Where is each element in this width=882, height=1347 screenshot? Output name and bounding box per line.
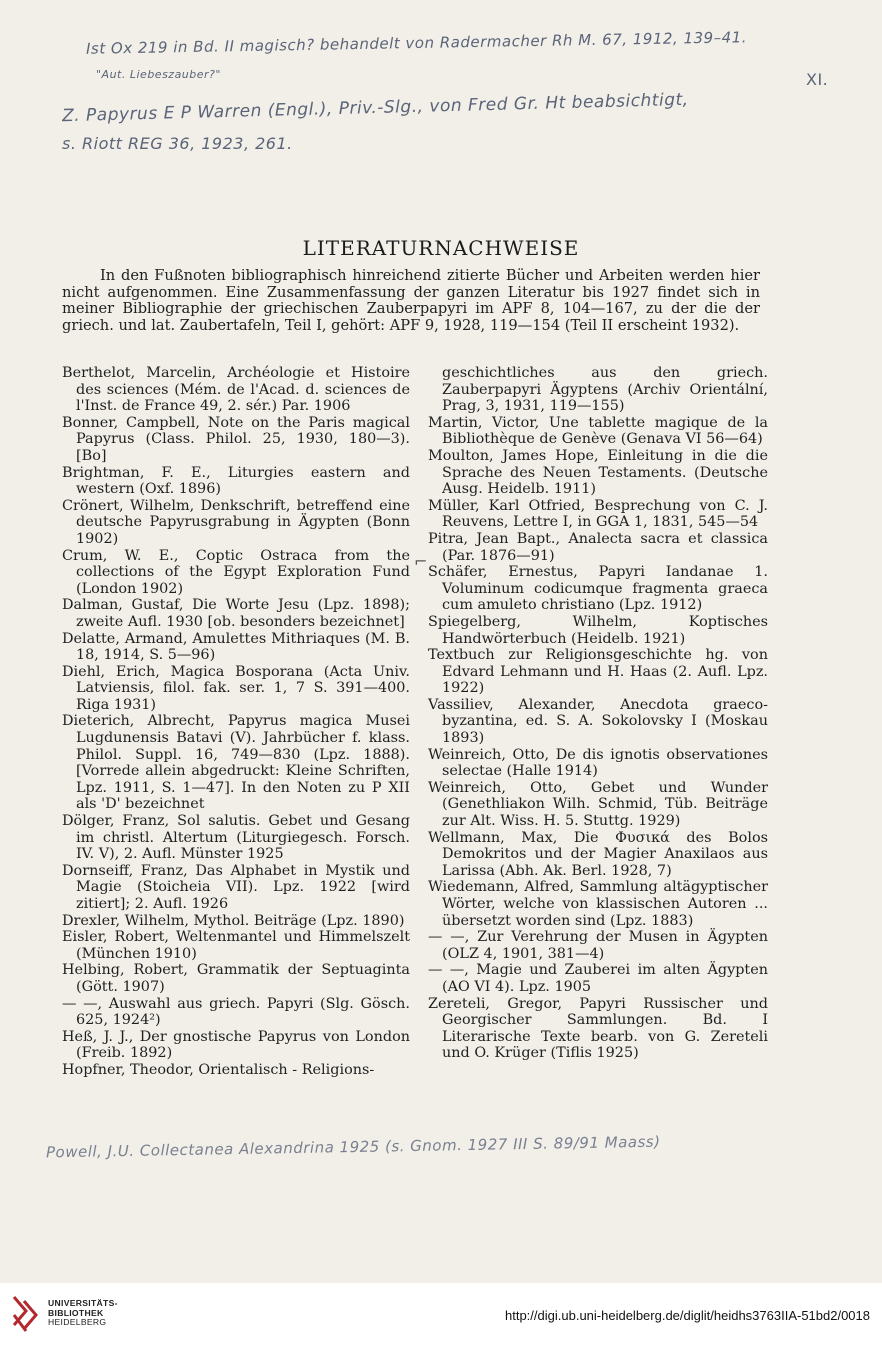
handwritten-note-line4: s. Riott REG 36, 1923, 261. bbox=[62, 134, 293, 153]
logo-line: UNIVERSITÄTS- bbox=[48, 1298, 118, 1308]
bib-entry: — —, Magie und Zauberei im alten Ägypten (AO VI 4). Lpz. 1905 bbox=[428, 962, 768, 995]
bib-entry: Dalman, Gustaf, Die Worte Jesu (Lpz. 1898); zweite Aufl. 1930 [ob. besonders bezeichnet] bbox=[62, 597, 410, 630]
footer-bar bbox=[0, 1283, 882, 1347]
bib-entry: Crum, W. E., Coptic Ostraca from the collections of the Egypt Exploration Fund (London 1902) bbox=[62, 547, 410, 597]
bib-entry: Schäfer, Ernestus, Papyri Iandanae 1. Voluminum codicumque fragmenta graeca cum amuleto christiano (Lpz. 1912) bbox=[428, 564, 768, 614]
bib-entry: Weinreich, Otto, Gebet und Wunder (Genethliakon Wilh. Schmid, Tüb. Beiträge zur Alt. Wiss. H. 5. Stuttg. 1929) bbox=[428, 779, 768, 830]
bib-entry: Berthelot, Marcelin, Archéologie et Histoire des sciences (Mém. de l'Acad. d. sciences de l'Inst. de France 49, 2. sér.) Par. 1906 bbox=[62, 365, 410, 415]
bib-entry: Textbuch zur Religionsgeschichte hg. von Edvard Lehmann und H. Haas (2. Aufl. Lpz. 1922) bbox=[428, 647, 768, 697]
page-title: LITERATURNACHWEISE bbox=[302, 236, 580, 260]
left-column bbox=[62, 365, 410, 1079]
bib-entry: Spiegelberg, Wilhelm, Koptisches Handwörterbuch (Heidelb. 1921) bbox=[428, 613, 768, 647]
bib-entry: Zereteli, Gregor, Papyri Russischer und Georgischer Sammlungen. Bd. I Literarische Texte bearb. von G. Zereteli und O. Krüger (Tiflis 1925) bbox=[428, 995, 768, 1062]
bib-entry: Müller, Karl Otfried, Besprechung von C. J. Reuvens, Lettre I, in GGA 1, 1831, 545—54 bbox=[428, 497, 768, 531]
right-column bbox=[428, 365, 768, 1062]
bib-entry: Moulton, James Hope, Einleitung in die die Sprache des Neuen Testaments. (Deutsche Ausg. Heidelb. 1911) bbox=[428, 447, 768, 498]
university-library-logo-icon bbox=[10, 1293, 42, 1335]
bib-entry: — —, Auswahl aus griech. Papyri (Slg. Gösch. 625, 1924²) bbox=[62, 995, 410, 1029]
bib-entry: Crönert, Wilhelm, Denkschrift, betreffend eine deutsche Papyrusgrabung in Ägypten (Bonn 1902) bbox=[62, 497, 410, 547]
handwritten-note-line3: Z. Papyrus E P Warren (Engl.), Priv.-Slg., von Fred Gr. Ht beabsichtigt, bbox=[61, 89, 689, 127]
bib-entry: Weinreich, Otto, De dis ignotis observationes selectae (Halle 1914) bbox=[428, 746, 768, 780]
bib-entry: Vassiliev, Alexander, Anecdota graeco-byzantina, ed. S. A. Sokolovsky I (Moskau 1893) bbox=[428, 696, 768, 747]
bib-entry: Drexler, Wilhelm, Mythol. Beiträge (Lpz. 1890) bbox=[62, 912, 405, 929]
logo-line: BIBLIOTHEK bbox=[48, 1307, 104, 1318]
bib-entry: Dornseiff, Franz, Das Alphabet in Mystik und Magie (Stoicheia VII). Lpz. 1922 [wird zitiert]; 2. Aufl. 1926 bbox=[62, 862, 410, 912]
bib-entry: — —, Zur Verehrung der Musen in Ägypten (OLZ 4, 1901, 381—4) bbox=[428, 929, 768, 962]
logo-line: HEIDELBERG bbox=[48, 1317, 107, 1328]
library-logo-text bbox=[48, 1299, 118, 1328]
bib-entry: Dölger, Franz, Sol salutis. Gebet und Gesang im christl. Altertum (Liturgiegesch. Forsch. IV. V), 2. Aufl. Münster 1925 bbox=[62, 813, 410, 863]
bib-entry: geschichtliches aus den griech. Zauberpapyri Ägyptens (Archiv Orientální, Prag, 3, 1931, 119—155) bbox=[442, 365, 768, 415]
bib-entry: Diehl, Erich, Magica Bosporana (Acta Univ. Latviensis, filol. fak. ser. 1, 7 S. 391—400. Riga 1931) bbox=[62, 663, 410, 713]
bib-entry: Bonner, Campbell, Note on the Paris magical Papyrus (Class. Philol. 25, 1930, 180—3). [Bo] bbox=[62, 414, 410, 464]
intro-paragraph bbox=[62, 268, 760, 334]
bib-entry: Brightman, F. E., Liturgies eastern and western (Oxf. 1896) bbox=[62, 464, 410, 498]
bib-entry: Helbing, Robert, Grammatik der Septuaginta (Gött. 1907) bbox=[62, 962, 410, 995]
handwritten-note-line1: Ist Ox 219 in Bd. II magisch? behandelt von Radermacher Rh M. 67, 1912, 139–41. bbox=[85, 28, 748, 58]
bib-entry: Dieterich, Albrecht, Papyrus magica Musei Lugdunensis Batavi (V). Jahrbücher f. klass. Philol. Suppl. 16, 749—830 (Lpz. 1888). [Vorrede allein abgedruckt: Kleine Schriften, Lpz. 1911, S. 1—47]. In den Noten zu P XII als 'D' bezeichnet bbox=[62, 713, 410, 813]
margin-pencil-mark: ⌐ bbox=[414, 552, 428, 571]
handwritten-note-line2: "Aut. Liebeszauber?" bbox=[96, 68, 221, 81]
bib-entry: Heß, J. J., Der gnostische Papyrus von London (Freib. 1892) bbox=[62, 1028, 410, 1062]
document-url-link[interactable]: http://digi.ub.uni-heidelberg.de/diglit/heidhs3763IIA-51bd2/0018 bbox=[505, 1308, 870, 1323]
bib-entry: Wellmann, Max, Die Φυσικά des Bolos Demokritos und der Magier Anaxilaos aus Larissa (Abh. Ak. Berl. 1928, 7) bbox=[428, 829, 768, 879]
intro-text: In den Fußnoten bibliographisch hinreichend zitierte Bücher und Arbeiten werden hier nicht aufgenommen. Eine Zusammenfassung der ganzen Literatur bis 1927 findet sich in meiner Bibliographie der griechischen Zauberpapyri im APF 8, 104—167, zu der die der griech. und lat. Zaubertafeln, Teil I, gehört: APF 9, 1928, 119—154 (Teil II erscheint 1932). bbox=[62, 267, 760, 334]
bib-entry: Martin, Victor, Une tablette magique de la Bibliothèque de Genève (Genava VI 56—64) bbox=[428, 414, 768, 448]
bib-entry: Eisler, Robert, Weltenmantel und Himmelszelt (München 1910) bbox=[62, 929, 410, 962]
handwritten-note-bottom: Powell, J.U. Collectanea Alexandrina 1925 (s. Gnom. 1927 III S. 89/91 Maass) bbox=[45, 1132, 661, 1162]
handwritten-roman-numeral: XI. bbox=[806, 70, 829, 89]
bib-entry: Hopfner, Theodor, Orientalisch - Religions- bbox=[62, 1061, 375, 1078]
bib-entry: Wiedemann, Alfred, Sammlung altägyptischer Wörter, welche von klassischen Autoren ... übersetzt worden sind (Lpz. 1883) bbox=[428, 879, 768, 929]
bib-entry: Pitra, Jean Bapt., Analecta sacra et classica (Par. 1876—91) bbox=[428, 530, 768, 564]
bib-entry: Delatte, Armand, Amulettes Mithriaques (M. B. 18, 1914, S. 5—96) bbox=[62, 630, 410, 664]
